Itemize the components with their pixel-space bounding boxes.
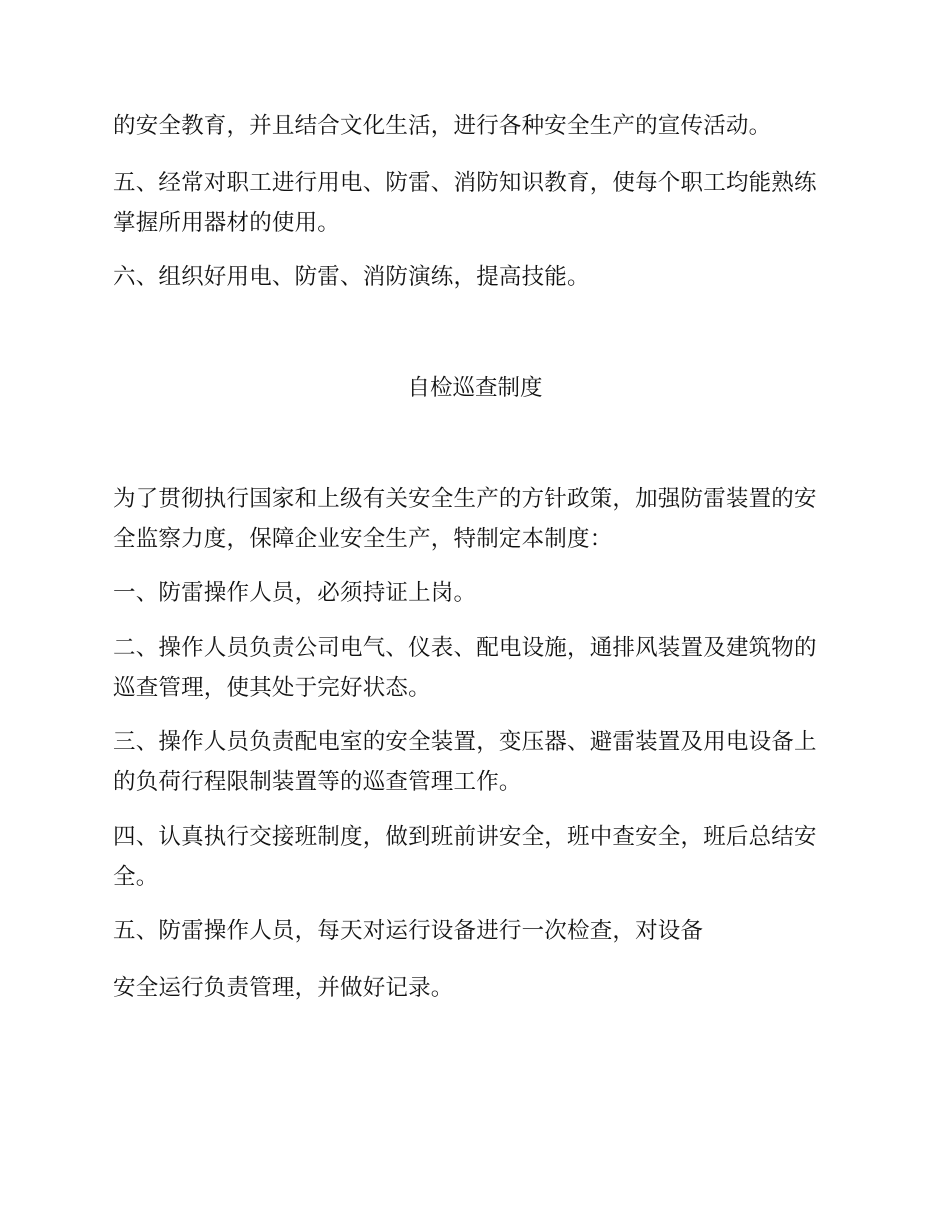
paragraph-line: 五、防雷操作人员，每天对运行设备进行一次检查，对设备 xyxy=(113,918,704,944)
paragraph-intro xyxy=(113,479,838,559)
paragraph-item-4 xyxy=(113,817,838,897)
section-title: 自检巡查制度 xyxy=(407,375,543,401)
paragraph-item-6-drills xyxy=(113,257,838,297)
paragraph-line: 为了贯彻执行国家和上级有关安全生产的方针政策，加强防雷装置的安 xyxy=(113,486,817,512)
paragraph-line: 全监察力度，保障企业安全生产，特制定本制度： xyxy=(113,526,613,552)
paragraph-line: 掌握所用器材的使用。 xyxy=(113,210,341,236)
paragraph-item-5-continuation xyxy=(113,968,838,1008)
paragraph-continuation xyxy=(113,106,838,146)
paragraph-line: 六、组织好用电、防雷、消防演练，提高技能。 xyxy=(113,264,590,290)
paragraph-line: 四、认真执行交接班制度，做到班前讲安全，班中查安全，班后总结安 xyxy=(113,824,817,850)
paragraph-item-5-education xyxy=(113,163,838,243)
paragraph-item-3 xyxy=(113,722,838,802)
paragraph-line: 全。 xyxy=(113,864,159,890)
paragraph-line: 安全运行负责管理，并做好记录。 xyxy=(113,975,454,1001)
paragraph-line: 巡查管理，使其处于完好状态。 xyxy=(113,675,431,701)
paragraph-line: 的安全教育，并且结合文化生活，进行各种安全生产的宣传活动。 xyxy=(113,113,772,139)
paragraph-line: 三、操作人员负责配电室的安全装置，变压器、避雷装置及用电设备上 xyxy=(113,729,817,755)
paragraph-line: 的负荷行程限制装置等的巡查管理工作。 xyxy=(113,769,522,795)
paragraph-item-5 xyxy=(113,911,838,951)
paragraph-item-2 xyxy=(113,628,838,708)
paragraph-line: 二、操作人员负责公司电气、仪表、配电设施，通排风装置及建筑物的 xyxy=(113,635,817,661)
paragraph-line: 一、防雷操作人员，必须持证上岗。 xyxy=(113,580,477,606)
paragraph-item-1 xyxy=(113,573,838,613)
paragraph-line: 五、经常对职工进行用电、防雷、消防知识教育，使每个职工均能熟练 xyxy=(113,170,817,196)
